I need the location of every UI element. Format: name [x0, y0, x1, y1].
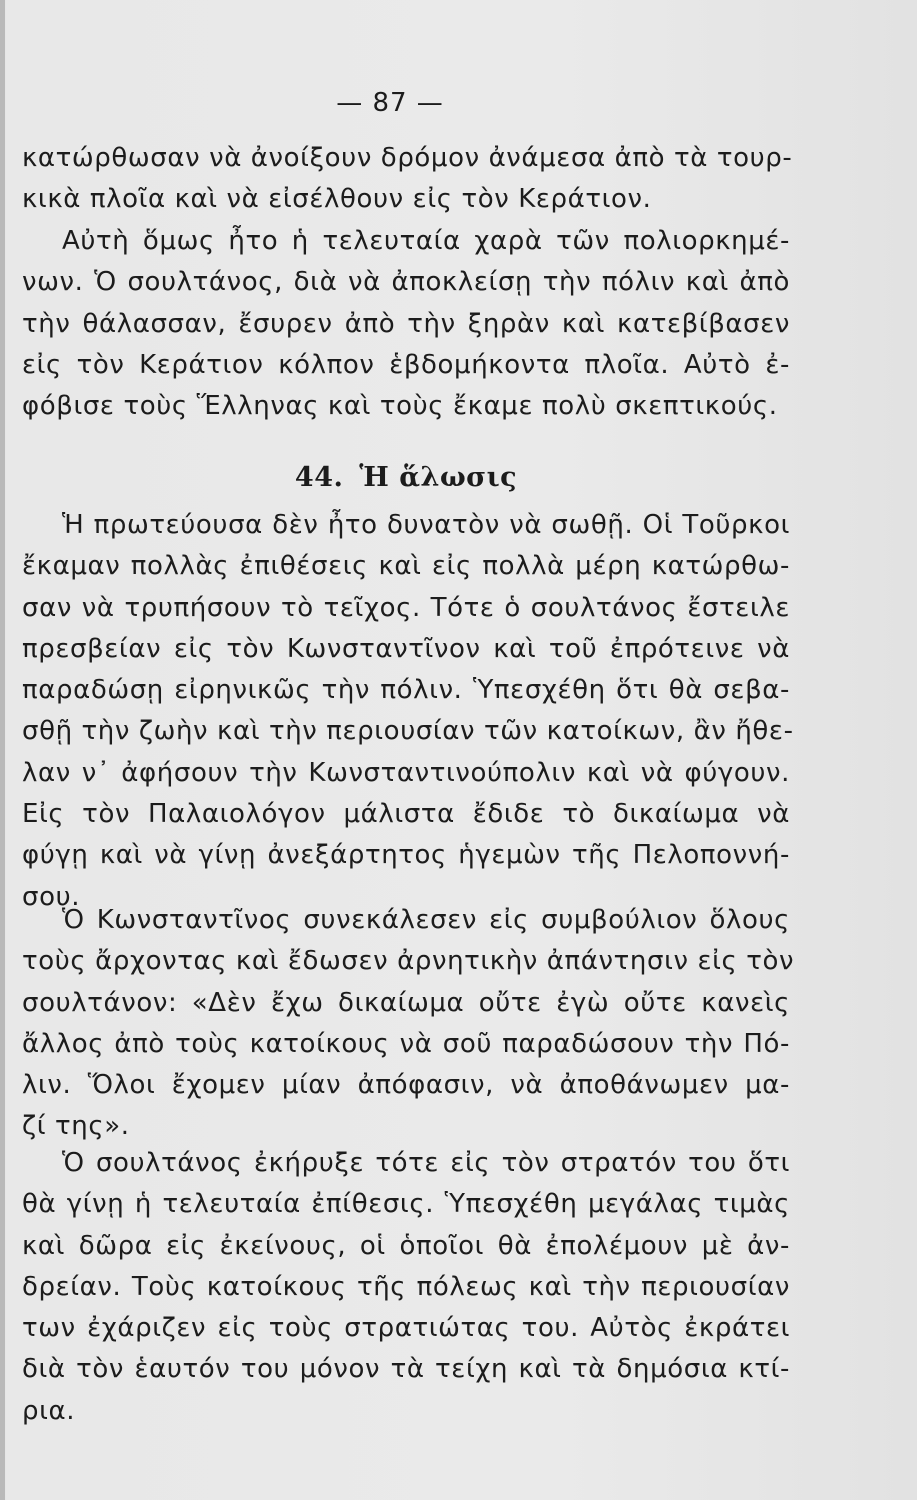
text-line: ζί της». — [22, 1111, 130, 1142]
text-line: τὴν θάλασσαν, ἔσυρεν ἀπὸ τὴν ξηρὰν καὶ κατεβίβασεν — [22, 308, 790, 339]
text-line: σαν νὰ τρυπήσουν τὸ τεῖχος. Τότε ὁ σουλτάνος ἔστειλε — [22, 592, 790, 623]
paragraph-continuation — [22, 138, 793, 221]
text-line: πρεσβείαν εἰς τὸν Κωνσταντῖνον καὶ τοῦ ἐπρότεινε νὰ — [22, 633, 790, 664]
text-line: λαν ν᾽ ἀφήσουν τὴν Κωνσταντινούπολιν καὶ νὰ φύγουν. — [22, 757, 790, 788]
text-line: παραδώσῃ εἰρηνικῶς τὴν πόλιν. Ὑπεσχέθη ὅτι θὰ σεβα- — [22, 675, 790, 706]
text-line: θὰ γίνῃ ἡ τελευταία ἐπίθεσις. Ὑπεσχέθη μεγάλας τιμὰς — [22, 1189, 790, 1220]
section-title: Ἡ ἅλωσις — [359, 462, 518, 493]
text-line: Ὁ Κωνσταντῖνος συνεκάλεσεν εἰς συμβούλιον ὅλους — [62, 905, 790, 935]
text-line: σουλτάνον: «Δὲν ἔχω δικαίωμα οὔτε ἐγὼ οὔτε κανεὶς — [22, 987, 790, 1018]
text-line: φόβισε τοὺς Ἕλληνας καὶ τοὺς ἔκαμε πολὺ σκεπτικούς. — [22, 391, 778, 422]
text-line: ἄλλος ἀπὸ τοὺς κατοίκους νὰ σοῦ παραδώσουν τὴν Πό- — [22, 1028, 790, 1059]
text-line: κατώρθωσαν νὰ ἀνοίξουν δρόμον ἀνάμεσα ἀπὸ τὰ τουρ- — [22, 143, 793, 173]
text-line: των ἐχάριζεν εἰς τοὺς στρατιώτας του. Αὐτὸς ἐκράτει — [22, 1313, 790, 1344]
text-line: Ὁ σουλτάνος ἐκήρυξε τότε εἰς τὸν στρατόν του ὅτι — [62, 1148, 790, 1178]
text-line: τοὺς ἄρχοντας καὶ ἔδωσεν ἀρνητικὴν ἀπάντησιν εἰς τὸν — [22, 946, 795, 977]
text-line: διὰ τὸν ἑαυτόν του μόνον τὰ τείχη καὶ τὰ δημόσια κτί- — [22, 1354, 790, 1385]
text-line: εἰς τὸν Κεράτιον κόλπον ἑβδομήκοντα πλοῖα. Αὐτὸ ἐ- — [22, 349, 790, 380]
paragraph-1 — [22, 221, 790, 427]
text-line: ἔκαμαν πολλὰς ἐπιθέσεις καὶ εἰς πολλὰ μέρη κατώρθω- — [22, 551, 790, 582]
paragraph-3 — [22, 900, 795, 1148]
text-line: νων. Ὁ σουλτάνος, διὰ νὰ ἀποκλείσῃ τὴν πόλιν καὶ ἀπὸ — [22, 267, 790, 298]
paragraph-4 — [22, 1143, 790, 1432]
text-line: Αὐτὴ ὅμως ἦτο ἡ τελευταία χαρὰ τῶν πολιορκημέ- — [62, 226, 790, 256]
text-line: σθῇ τὴν ζωὴν καὶ τὴν περιουσίαν τῶν κατοίκων, ἂν ἤθε- — [22, 716, 794, 747]
page-number: — 87 — — [336, 88, 444, 118]
section-number: 44. — [294, 462, 344, 493]
section-heading — [0, 462, 812, 493]
page-fold-shadow — [0, 0, 5, 1500]
text-line: λιν. Ὅλοι ἔχομεν μίαν ἀπόφασιν, νὰ ἀποθάνωμεν μα- — [22, 1070, 790, 1101]
text-line: σου. — [22, 881, 81, 912]
text-line: Ἡ πρωτεύουσα δὲν ἦτο δυνατὸν νὰ σωθῇ. Οἱ Τοῦρκοι — [62, 510, 790, 540]
text-line: κικὰ πλοῖα καὶ νὰ εἰσέλθουν εἰς τὸν Κεράτιον. — [22, 184, 652, 215]
text-line: δρείαν. Τοὺς κατοίκους τῆς πόλεως καὶ τὴν περιουσίαν — [22, 1271, 790, 1302]
text-line: Εἰς τὸν Παλαιολόγον μάλιστα ἔδιδε τὸ δικαίωμα νὰ — [22, 799, 790, 830]
text-line: ρια. — [22, 1395, 76, 1426]
text-line: φύγῃ καὶ νὰ γίνῃ ἀνεξάρτητος ἡγεμὼν τῆς Πελοποννή- — [22, 840, 790, 871]
paragraph-2 — [22, 505, 794, 918]
text-line: καὶ δῶρα εἰς ἐκείνους, οἱ ὁποῖοι θὰ ἐπολέμουν μὲ ἀν- — [22, 1230, 790, 1261]
